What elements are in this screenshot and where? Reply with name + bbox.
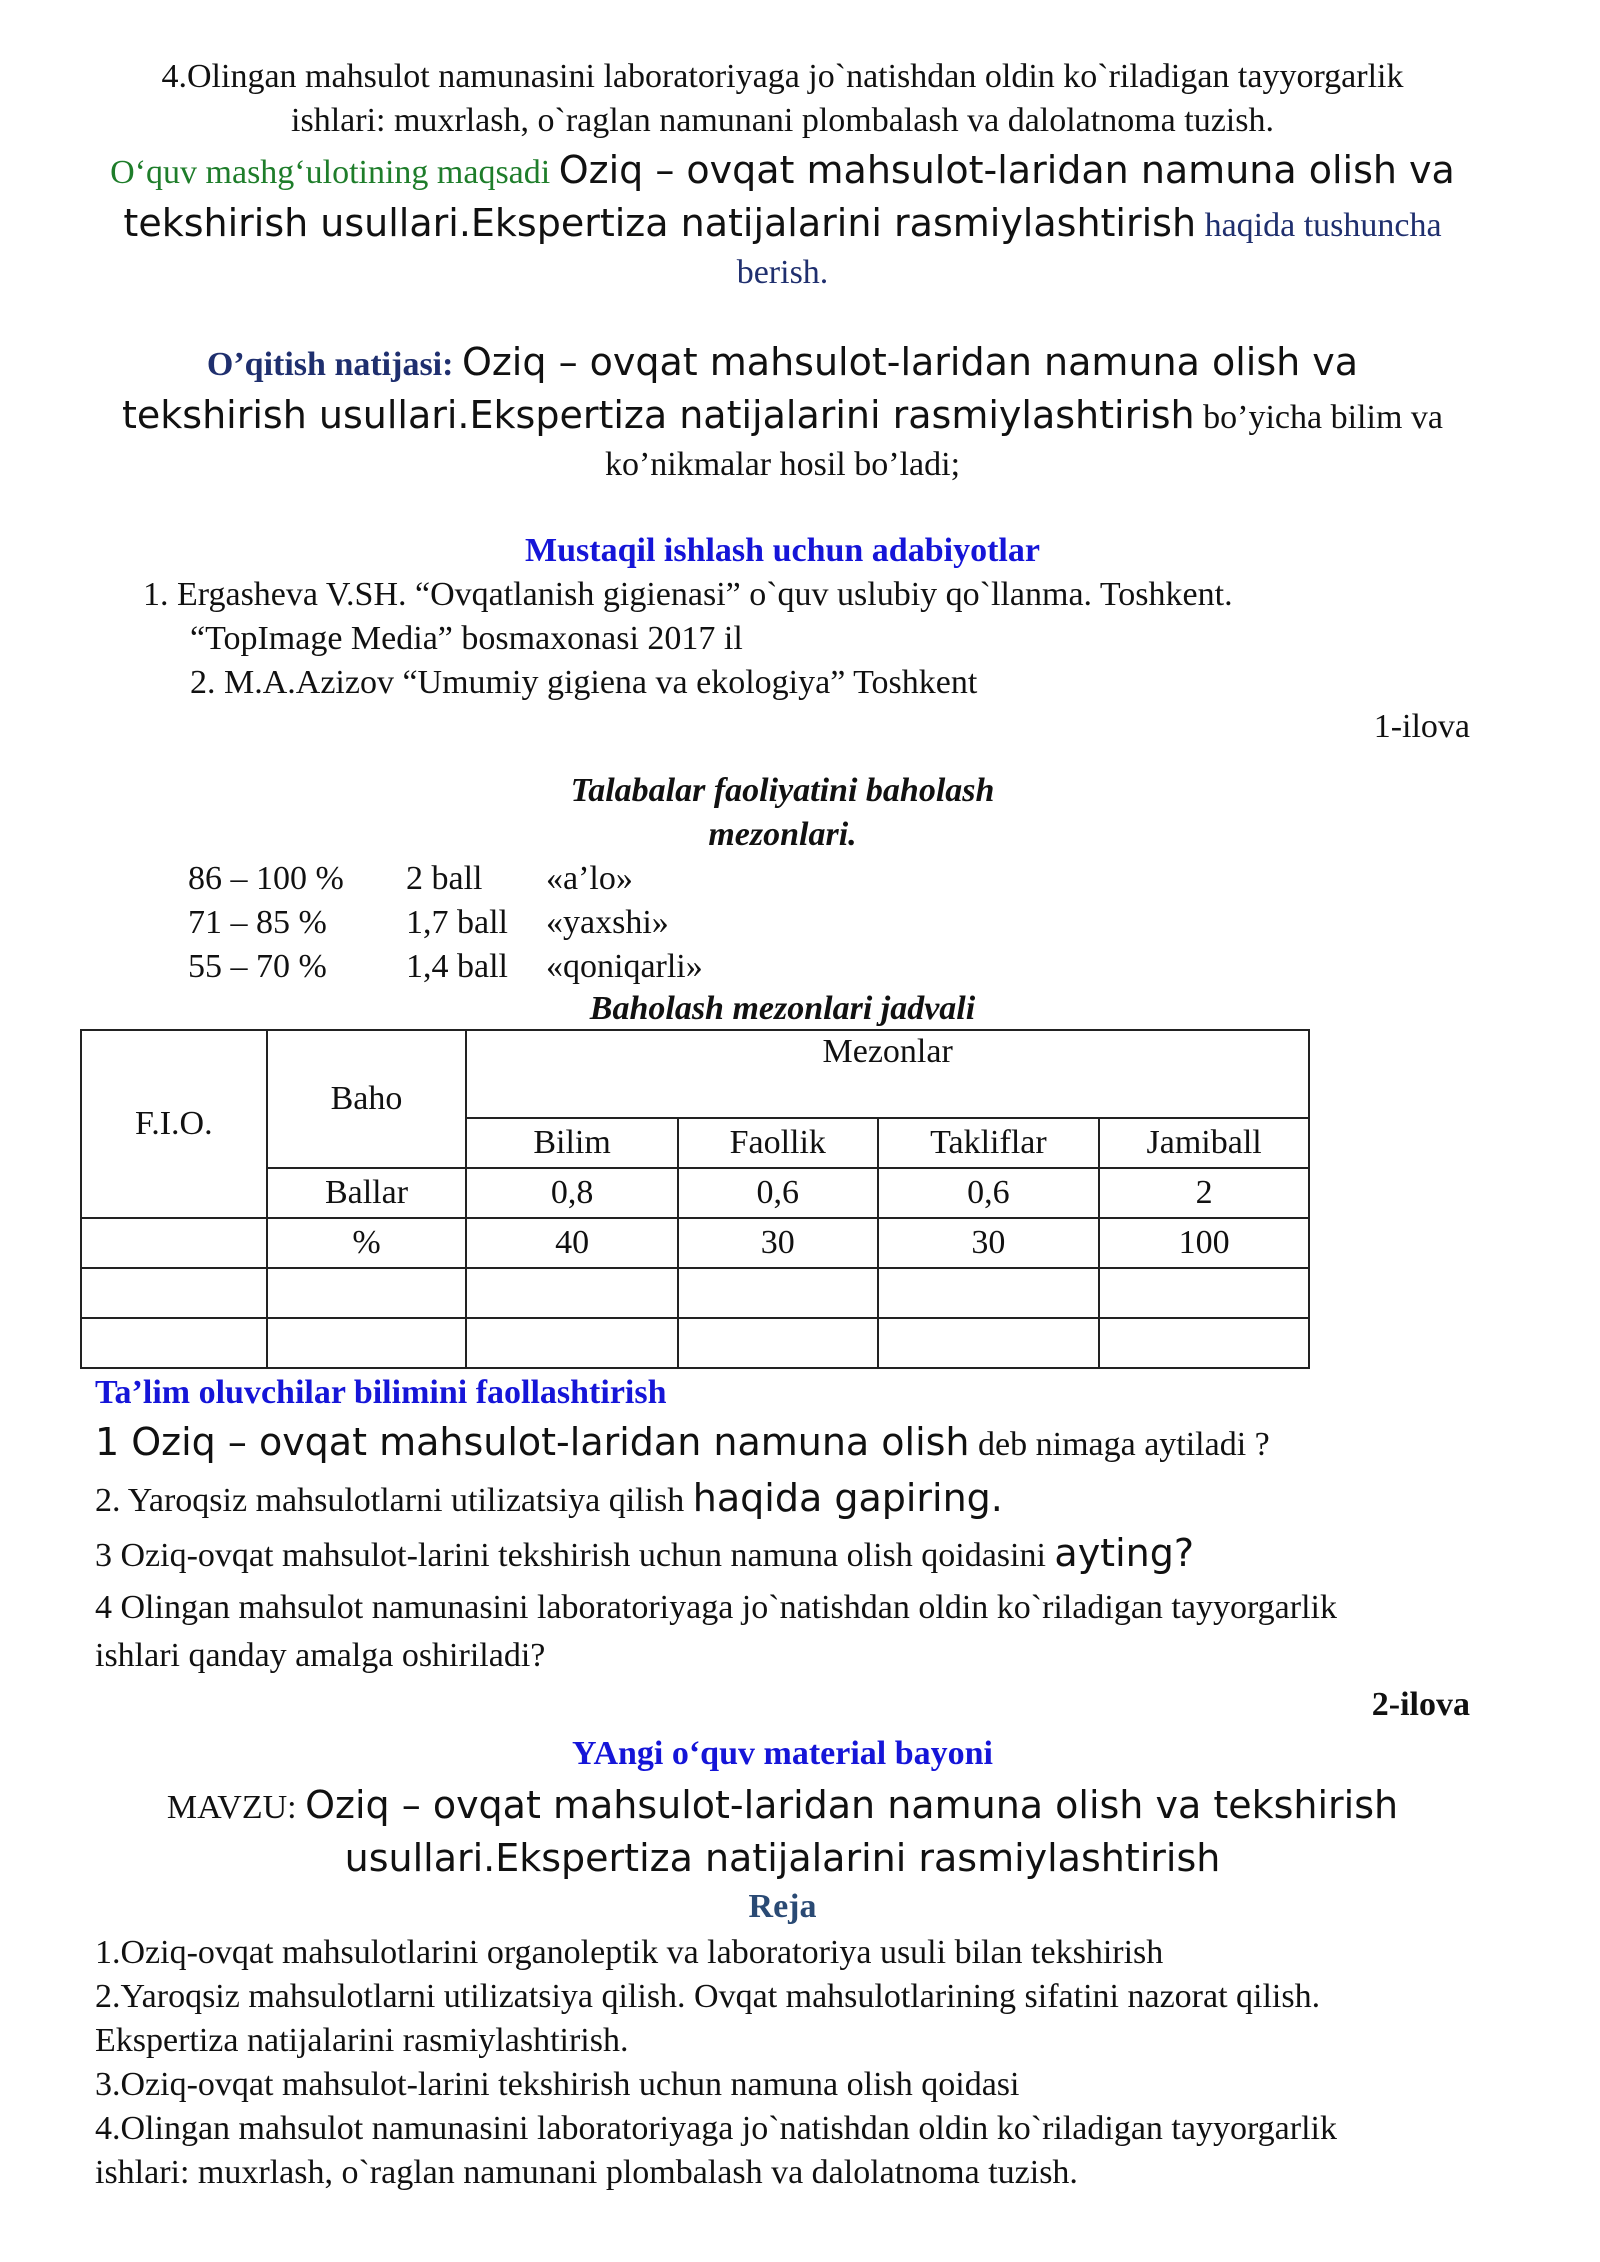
plan-item: 4.Olingan mahsulot namunasini laboratoriyaga jo`natishdan oldin ko`riladigan tayyorgarlik	[95, 2110, 1337, 2147]
cell-value: 0,6	[678, 1168, 878, 1218]
cell-value: 100	[1099, 1218, 1309, 1268]
cell-value: 30	[878, 1218, 1100, 1268]
header-takliflar: Takliflar	[878, 1118, 1100, 1168]
mavzu-a: Oziq – ovqat mahsulot-laridan namuna olish va tekshirish	[305, 1783, 1399, 1827]
header-mezonlar: Mezonlar	[466, 1030, 1309, 1118]
criteria-points: 1,7 ball	[406, 904, 508, 941]
cell-value: 2	[1099, 1168, 1309, 1218]
appendix-1-label: 1-ilova	[1373, 708, 1470, 745]
goal-tail-b: berish.	[736, 254, 829, 291]
table-row-empty	[81, 1268, 1309, 1318]
literature-item-1a: 1. Ergasheva V.SH. “Ovqatlanish gigienasi” o`quv uslubiy qo`llanma. Toshkent.	[143, 576, 1233, 613]
question-2	[95, 1472, 1470, 1527]
question-2-a: 2. Yaroqsiz mahsulotlarni utilizatsiya qilish	[95, 1482, 685, 1519]
criteria-title-b: mezonlari.	[708, 816, 857, 853]
header-jamiball: Jamiball	[1099, 1118, 1309, 1168]
cell-value: 30	[678, 1218, 878, 1268]
cell-empty[interactable]	[81, 1318, 267, 1368]
result-tail-a: bo’yicha bilim va	[1203, 399, 1443, 436]
question-4-b: ishlari qanday amalga oshiriladi?	[95, 1637, 546, 1674]
activation-heading: Ta’lim oluvchilar bilimini faollashtirish	[95, 1374, 667, 1411]
goal-line-1	[95, 145, 1470, 198]
result-line-1	[95, 337, 1470, 390]
criteria-mark: «yaxshi»	[546, 904, 669, 941]
appendix-2-label: 2-ilova	[1371, 1686, 1470, 1723]
header-baho: Baho	[267, 1030, 467, 1168]
question-4-a: 4 Olingan mahsulot namunasini laboratoriyaga jo`natishdan oldin ko`riladigan tayyorgarlik	[95, 1589, 1337, 1626]
document-page	[95, 55, 1470, 2195]
cell-empty[interactable]	[1099, 1268, 1309, 1318]
criteria-row	[188, 945, 1470, 989]
cell-empty[interactable]	[678, 1268, 878, 1318]
cell-empty[interactable]	[267, 1318, 467, 1368]
criteria-mark: «qoniqarli»	[546, 948, 703, 985]
cell-value: 0,6	[878, 1168, 1100, 1218]
question-3-b: ayting?	[1054, 1531, 1195, 1575]
reja-heading: Reja	[748, 1888, 817, 1925]
result-label: O’qitish natijasi:	[206, 346, 454, 383]
result-tail-b: ko’nikmalar hosil bo’ladi;	[604, 446, 961, 483]
question-2-b: haqida gapiring.	[692, 1476, 1003, 1520]
criteria-points: 1,4 ball	[406, 948, 508, 985]
cell-empty[interactable]	[1099, 1318, 1309, 1368]
result-topic-b: tekshirish usullari.Ekspertiza natijalarini rasmiylashtirish	[122, 393, 1195, 437]
plan-item: Ekspertiza natijalarini rasmiylashtirish.	[95, 2022, 629, 2059]
criteria-range: 55 – 70 %	[188, 948, 327, 985]
mavzu-label: MAVZU:	[166, 1789, 297, 1826]
plan-item: 3.Oziq-ovqat mahsulot-larini tekshirish uchun namuna olish qoidasi	[95, 2066, 1020, 2103]
table-title: Baholash mezonlari jadvali	[589, 990, 976, 1027]
plan-item: 2.Yaroqsiz mahsulotlarni utilizatsiya qilish. Ovqat mahsulotlarining sifatini nazorat qilish.	[95, 1978, 1321, 2015]
table-row-empty	[81, 1318, 1309, 1368]
row-label-percent: %	[267, 1218, 467, 1268]
question-3	[95, 1527, 1470, 1582]
criteria-list	[95, 857, 1470, 989]
header-fio: F.I.O.	[81, 1030, 267, 1218]
criteria-mark: «a’lo»	[546, 860, 633, 897]
question-1-a: 1 Oziq – ovqat mahsulot-laridan namuna olish	[95, 1420, 970, 1464]
literature-heading: Mustaqil ishlash uchun adabiyotlar	[525, 532, 1040, 569]
header-faollik: Faollik	[678, 1118, 878, 1168]
header-bilim: Bilim	[466, 1118, 678, 1168]
cell-empty[interactable]	[81, 1268, 267, 1318]
goal-topic-b: tekshirish usullari.Ekspertiza natijalarini rasmiylashtirish	[123, 201, 1197, 245]
cell-empty[interactable]	[878, 1268, 1100, 1318]
criteria-range: 86 – 100 %	[188, 860, 344, 897]
goal-line-2	[95, 198, 1470, 251]
table-row	[81, 1218, 1309, 1268]
plan-item: 1.Oziq-ovqat mahsulotlarini organoleptik va laboratoriya usuli bilan tekshirish	[95, 1934, 1164, 1971]
row-label-ballar: Ballar	[267, 1168, 467, 1218]
cell-value: 40	[466, 1218, 678, 1268]
result-topic-a: Oziq – ovqat mahsulot-laridan namuna olish va	[461, 340, 1359, 384]
mavzu-line-1	[95, 1780, 1470, 1833]
criteria-row	[188, 857, 1470, 901]
criteria-points: 2 ball	[406, 860, 483, 897]
question-3-a: 3 Oziq-ovqat mahsulot-larini tekshirish uchun namuna olish qoidasini	[95, 1537, 1046, 1574]
cell-empty[interactable]	[81, 1218, 267, 1268]
plan-item: ishlari: muxrlash, o`raglan namunani plombalash va dalolatnoma tuzish.	[95, 2154, 1078, 2191]
cell-empty[interactable]	[466, 1318, 678, 1368]
grading-table	[80, 1029, 1310, 1369]
literature-item-1b: “TopImage Media” bosmaxonasi 2017 il	[190, 620, 743, 657]
cell-empty[interactable]	[878, 1318, 1100, 1368]
cell-empty[interactable]	[678, 1318, 878, 1368]
question-1-b: deb nimaga aytiladi ?	[978, 1426, 1270, 1463]
cell-empty[interactable]	[267, 1268, 467, 1318]
question-1	[95, 1415, 1470, 1472]
goal-label: O‘quv mashg‘ulotining maqsadi	[110, 154, 551, 191]
cell-value: 0,8	[466, 1168, 678, 1218]
criteria-range: 71 – 85 %	[188, 904, 327, 941]
goal-topic-a: Oziq – ovqat mahsulot-laridan namuna olish va	[558, 148, 1455, 192]
new-material-heading: YAngi o‘quv material bayoni	[572, 1735, 993, 1772]
literature-item-2: 2. M.A.Azizov “Umumiy gigiena va ekologiya” Toshkent	[190, 664, 978, 701]
criteria-title-a: Talabalar faoliyatini baholash	[570, 772, 995, 809]
result-line-2	[95, 390, 1470, 443]
top-line-2: ishlari: muxrlash, o`raglan namunani plombalash va dalolatnoma tuzish.	[291, 102, 1274, 139]
top-line-1: 4.Olingan mahsulot namunasini laboratoriyaga jo`natishdan oldin ko`riladigan tayyorgarlik	[161, 58, 1404, 95]
criteria-row	[188, 901, 1470, 945]
mavzu-b: usullari.Ekspertiza natijalarini rasmiylashtirish	[344, 1836, 1221, 1880]
cell-empty[interactable]	[466, 1268, 678, 1318]
goal-tail-a: haqida tushuncha	[1204, 207, 1442, 244]
